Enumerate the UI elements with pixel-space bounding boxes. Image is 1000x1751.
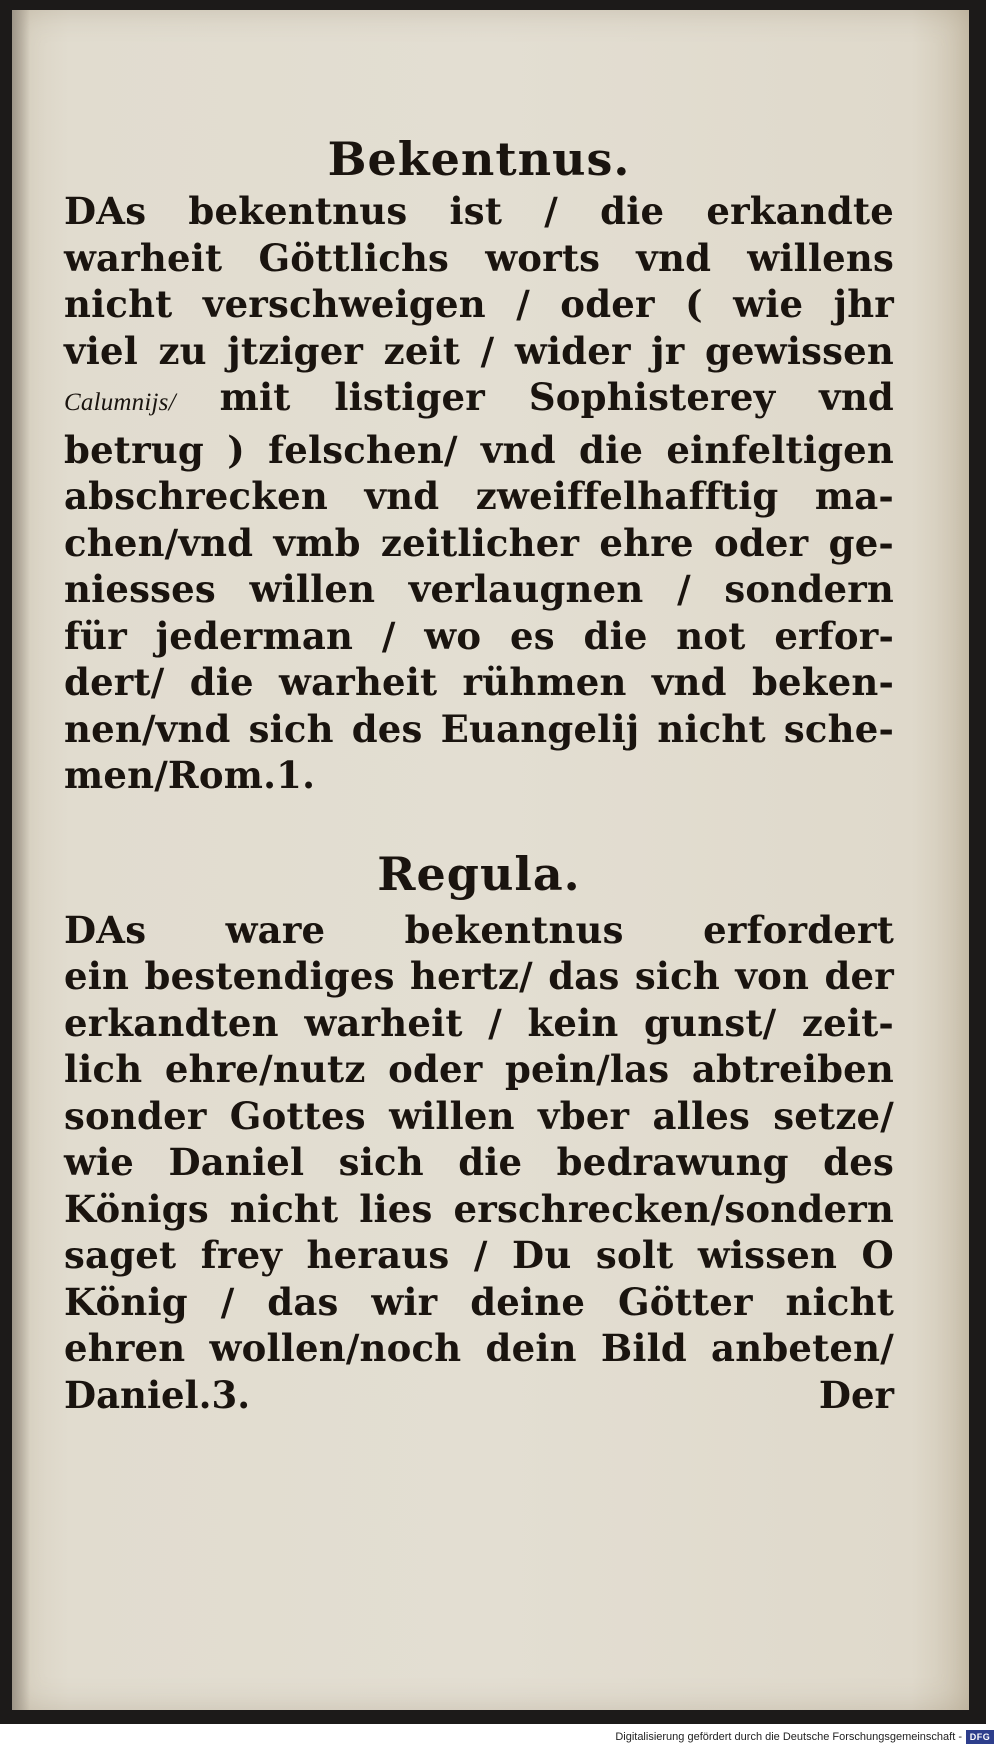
text-line: DAs ware bekentnus erfordert xyxy=(64,907,894,952)
text-line: DAs bekentnus ist / die erkandte xyxy=(64,189,894,233)
text-line-with-margin-word xyxy=(64,374,894,427)
text-line: abschrecken vnd zweiffelhafftig ma- xyxy=(64,474,894,518)
text-line: ehren wollen/noch dein Bild anbeten/ xyxy=(64,1326,894,1370)
spine-shadow xyxy=(12,10,30,1710)
text-line: warheit Göttlichs worts vnd willens xyxy=(64,235,894,280)
text-line: chen/vnd vmb zeitlicher ehre oder ge- xyxy=(64,520,894,565)
text-line: nen/vnd sich des Euangelij nicht sche- xyxy=(64,706,894,751)
paragraph-regula xyxy=(64,907,894,1419)
text-line: sonder Gottes willen vber alles setze/ xyxy=(64,1093,894,1138)
text-line: wie Daniel sich die bedrawung des xyxy=(64,1140,894,1184)
funding-notice: Digitalisierung gefördert durch die Deutsche Forschungsgemeinschaft - xyxy=(615,1731,962,1743)
final-row xyxy=(64,1372,894,1419)
dfg-logo: DFG xyxy=(966,1730,994,1744)
text-line: men/Rom.1. xyxy=(64,753,316,797)
text-line: ein bestendiges hertz/ das sich von der xyxy=(64,954,894,998)
text-line: viel zu jtziger zeit / wider jr gewissen xyxy=(64,328,894,373)
footer-bar xyxy=(0,1724,1000,1751)
heading-regula: Regula. xyxy=(377,846,581,901)
text-line: niesses willen verlaugnen / sondern xyxy=(64,567,894,611)
paragraph-bekentnus xyxy=(64,188,894,799)
bible-reference: Daniel.3. xyxy=(64,1372,251,1417)
margin-word: Calumnijs/ xyxy=(64,389,176,416)
text-line: Königs nicht lies erschrecken/sondern xyxy=(64,1186,894,1231)
text-line: König / das wir deine Götter nicht xyxy=(64,1279,894,1324)
text-line: mit listiger Sophisterey vnd xyxy=(219,375,894,419)
text-line: erkandten warheit / kein gunst/ zeit- xyxy=(64,1000,894,1045)
text-line: nicht verschweigen / oder ( wie jhr xyxy=(64,282,894,326)
text-line: für jederman / wo es die not erfor- xyxy=(64,613,894,658)
text-line: saget frey heraus / Du solt wissen O xyxy=(64,1233,894,1277)
text-line: dert/ die warheit rühmen vnd beken- xyxy=(64,660,894,704)
catchword: Der xyxy=(818,1372,894,1417)
book-page xyxy=(12,10,969,1710)
heading-bekentnus: Bekentnus. xyxy=(327,132,631,186)
text-block xyxy=(64,130,894,1418)
text-line: betrug ) felschen/ vnd die einfeltigen xyxy=(64,427,894,472)
text-line: lich ehre/nutz oder pein/las abtreiben xyxy=(64,1047,894,1091)
